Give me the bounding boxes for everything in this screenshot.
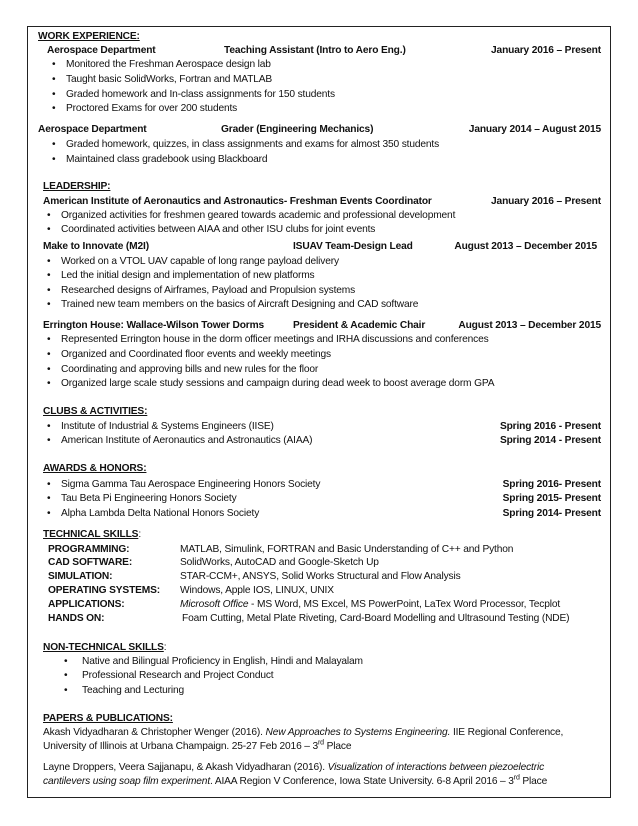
paper2-sup: rd [513,774,520,782]
list-item: • Organized large scale study sessions and campaign during dead week to boost average dorm GPA [47,378,494,390]
paper1-line2 [43,741,351,753]
list-item: • Trained new team members on the basics of Aircraft Designing and CAD software [47,299,418,311]
skill-value-applications [180,599,560,611]
skill-value-italic: Microsoft Office [180,599,249,610]
lead2-role: ISUAV Team-Design Lead [293,241,413,252]
job1-date: January 2016 – Present [491,45,601,56]
technical-header [43,529,141,541]
list-item: • Monitored the Freshman Aerospace design lab [52,59,271,71]
list-item: • Professional Research and Project Conduct [64,670,273,682]
paper1-venue: IIE Regional Conference, [450,727,564,738]
lead3-date: August 2013 – December 2015 [458,320,601,331]
job2-date: January 2014 – August 2015 [468,124,601,135]
technical-header-text: TECHNICAL SKILLS [43,529,139,540]
award-date: Spring 2015- Present [502,493,601,504]
nontechnical-header [43,642,166,654]
paper1-title: New Approaches to Systems Engineering. [265,727,451,738]
list-item: • Tau Beta Pi Engineering Honors Society [47,493,237,505]
paper2-title2: cantilevers using soap film experiment [43,776,211,787]
paper2-line1 [43,762,544,774]
lead3-role: President & Academic Chair [293,320,426,331]
list-item: • Researched designs of Airframes, Payload and Propulsion systems [47,285,355,297]
technical-header-colon: : [138,529,142,540]
lead2-org: Make to Innovate (M2I) [43,241,149,252]
club-date: Spring 2016 - Present [499,421,601,432]
list-item: • Sigma Gamma Tau Aerospace Engineering Honors Society [47,479,320,491]
paper1-line1 [43,727,563,739]
list-item: • Alpha Lambda Delta National Honors Society [47,508,259,520]
skill-label: OPERATING SYSTEMS: [48,585,161,596]
paper1-authors: Akash Vidyadharan & Christopher Wenger (2016). [43,727,266,738]
work-header: WORK EXPERIENCE: [38,31,140,42]
skill-label: SIMULATION: [48,571,113,582]
paper1-sup: rd [317,739,324,747]
skill-label: HANDS ON: [48,613,105,624]
lead3-org: Errington House: Wallace-Wilson Tower Dorms [43,320,265,331]
list-item: • Taught basic SolidWorks, Fortran and MATLAB [52,74,272,86]
list-item: • Organized and Coordinated floor events and weekly meetings [47,349,331,361]
list-item: • Coordinating and approving bills and new rules for the floor [47,364,318,376]
skill-label: CAD SOFTWARE: [48,557,133,568]
job1-role: Teaching Assistant (Intro to Aero Eng.) [224,45,406,56]
list-item: • Native and Bilingual Proficiency in English, Hindi and Malayalam [64,656,363,668]
job1-org: Aerospace Department [47,45,156,56]
skill-value: STAR-CCM+, ANSYS, Solid Works Structural and Flow Analysis [180,571,461,582]
paper1-location: University of Illinois at Urbana Champaign. 25-27 Feb 2016 – 3 [43,741,318,752]
list-item: • Graded homework, quizzes, in class assignments and exams for almost 350 students [52,139,439,151]
list-item: • Worked on a VTOL UAV capable of long range payload delivery [47,256,339,268]
list-item: • Maintained class gradebook using Blackboard [52,154,267,166]
list-item: • Teaching and Lecturing [64,685,184,697]
skill-value: MATLAB, Simulink, FORTRAN and Basic Understanding of C++ and Python [180,544,514,555]
paper2-authors: Layne Droppers, Veera Sajjanapu, & Akash Vidyadharan (2016). [43,762,328,773]
job2-role: Grader (Engineering Mechanics) [221,124,374,135]
list-item: • American Institute of Aeronautics and Astronautics (AIAA) [47,435,312,447]
list-item: • Coordinated activities between AIAA and other ISU clubs for joint events [47,224,375,236]
skill-value: Windows, Apple IOS, LINUX, UNIX [180,585,334,596]
paper2-line2 [43,776,547,788]
list-item: • Institute of Industrial & Systems Engineers (IISE) [47,421,274,433]
clubs-header: CLUBS & ACTIVITIES: [43,406,148,417]
skill-label: APPLICATIONS: [48,599,125,610]
nontechnical-header-colon: : [163,642,167,653]
skill-label: PROGRAMMING: [48,544,130,555]
list-item: • Organized activities for freshmen geared towards academic and professional development [47,210,455,222]
list-item: • Proctored Exams for over 200 students [52,103,237,115]
club-date: Spring 2014 - Present [499,435,601,446]
list-item: • Graded homework and In-class assignments for 150 students [52,89,335,101]
award-date: Spring 2014- Present [502,508,601,519]
skill-value: SolidWorks, AutoCAD and Google-Sketch Up [180,557,379,568]
paper2-title1: Visualization of interactions between piezoelectric [327,762,545,773]
skill-value: Foam Cutting, Metal Plate Riveting, Card-Board Modelling and Ultrasound Testing (NDE) [182,613,570,624]
awards-header: AWARDS & HONORS: [43,463,147,474]
leadership-header: LEADERSHIP: [43,181,111,192]
job2-org: Aerospace Department [38,124,147,135]
list-item: • Led the initial design and implementation of new platforms [47,270,315,282]
papers-header: PAPERS & PUBLICATIONS: [43,713,173,724]
paper2-venue: . AIAA Region V Conference, Iowa State University. 6-8 April 2016 – 3 [210,776,514,787]
award-date: Spring 2016- Present [502,479,601,490]
lead1-date: January 2016 – Present [491,196,601,207]
list-item: • Represented Errington house in the dorm officer meetings and IRHA discussions and conferences [47,334,489,346]
nontechnical-header-text: NON-TECHNICAL SKILLS [43,642,164,653]
paper2-place: Place [519,776,548,787]
lead2-date: August 2013 – December 2015 [454,241,597,252]
skill-value: - MS Word, MS Excel, MS PowerPoint, LaTex Word Processor, Tecplot [248,599,561,610]
lead1-title: American Institute of Aeronautics and Astronautics- Freshman Events Coordinator [43,196,432,207]
paper1-place: Place [323,741,352,752]
